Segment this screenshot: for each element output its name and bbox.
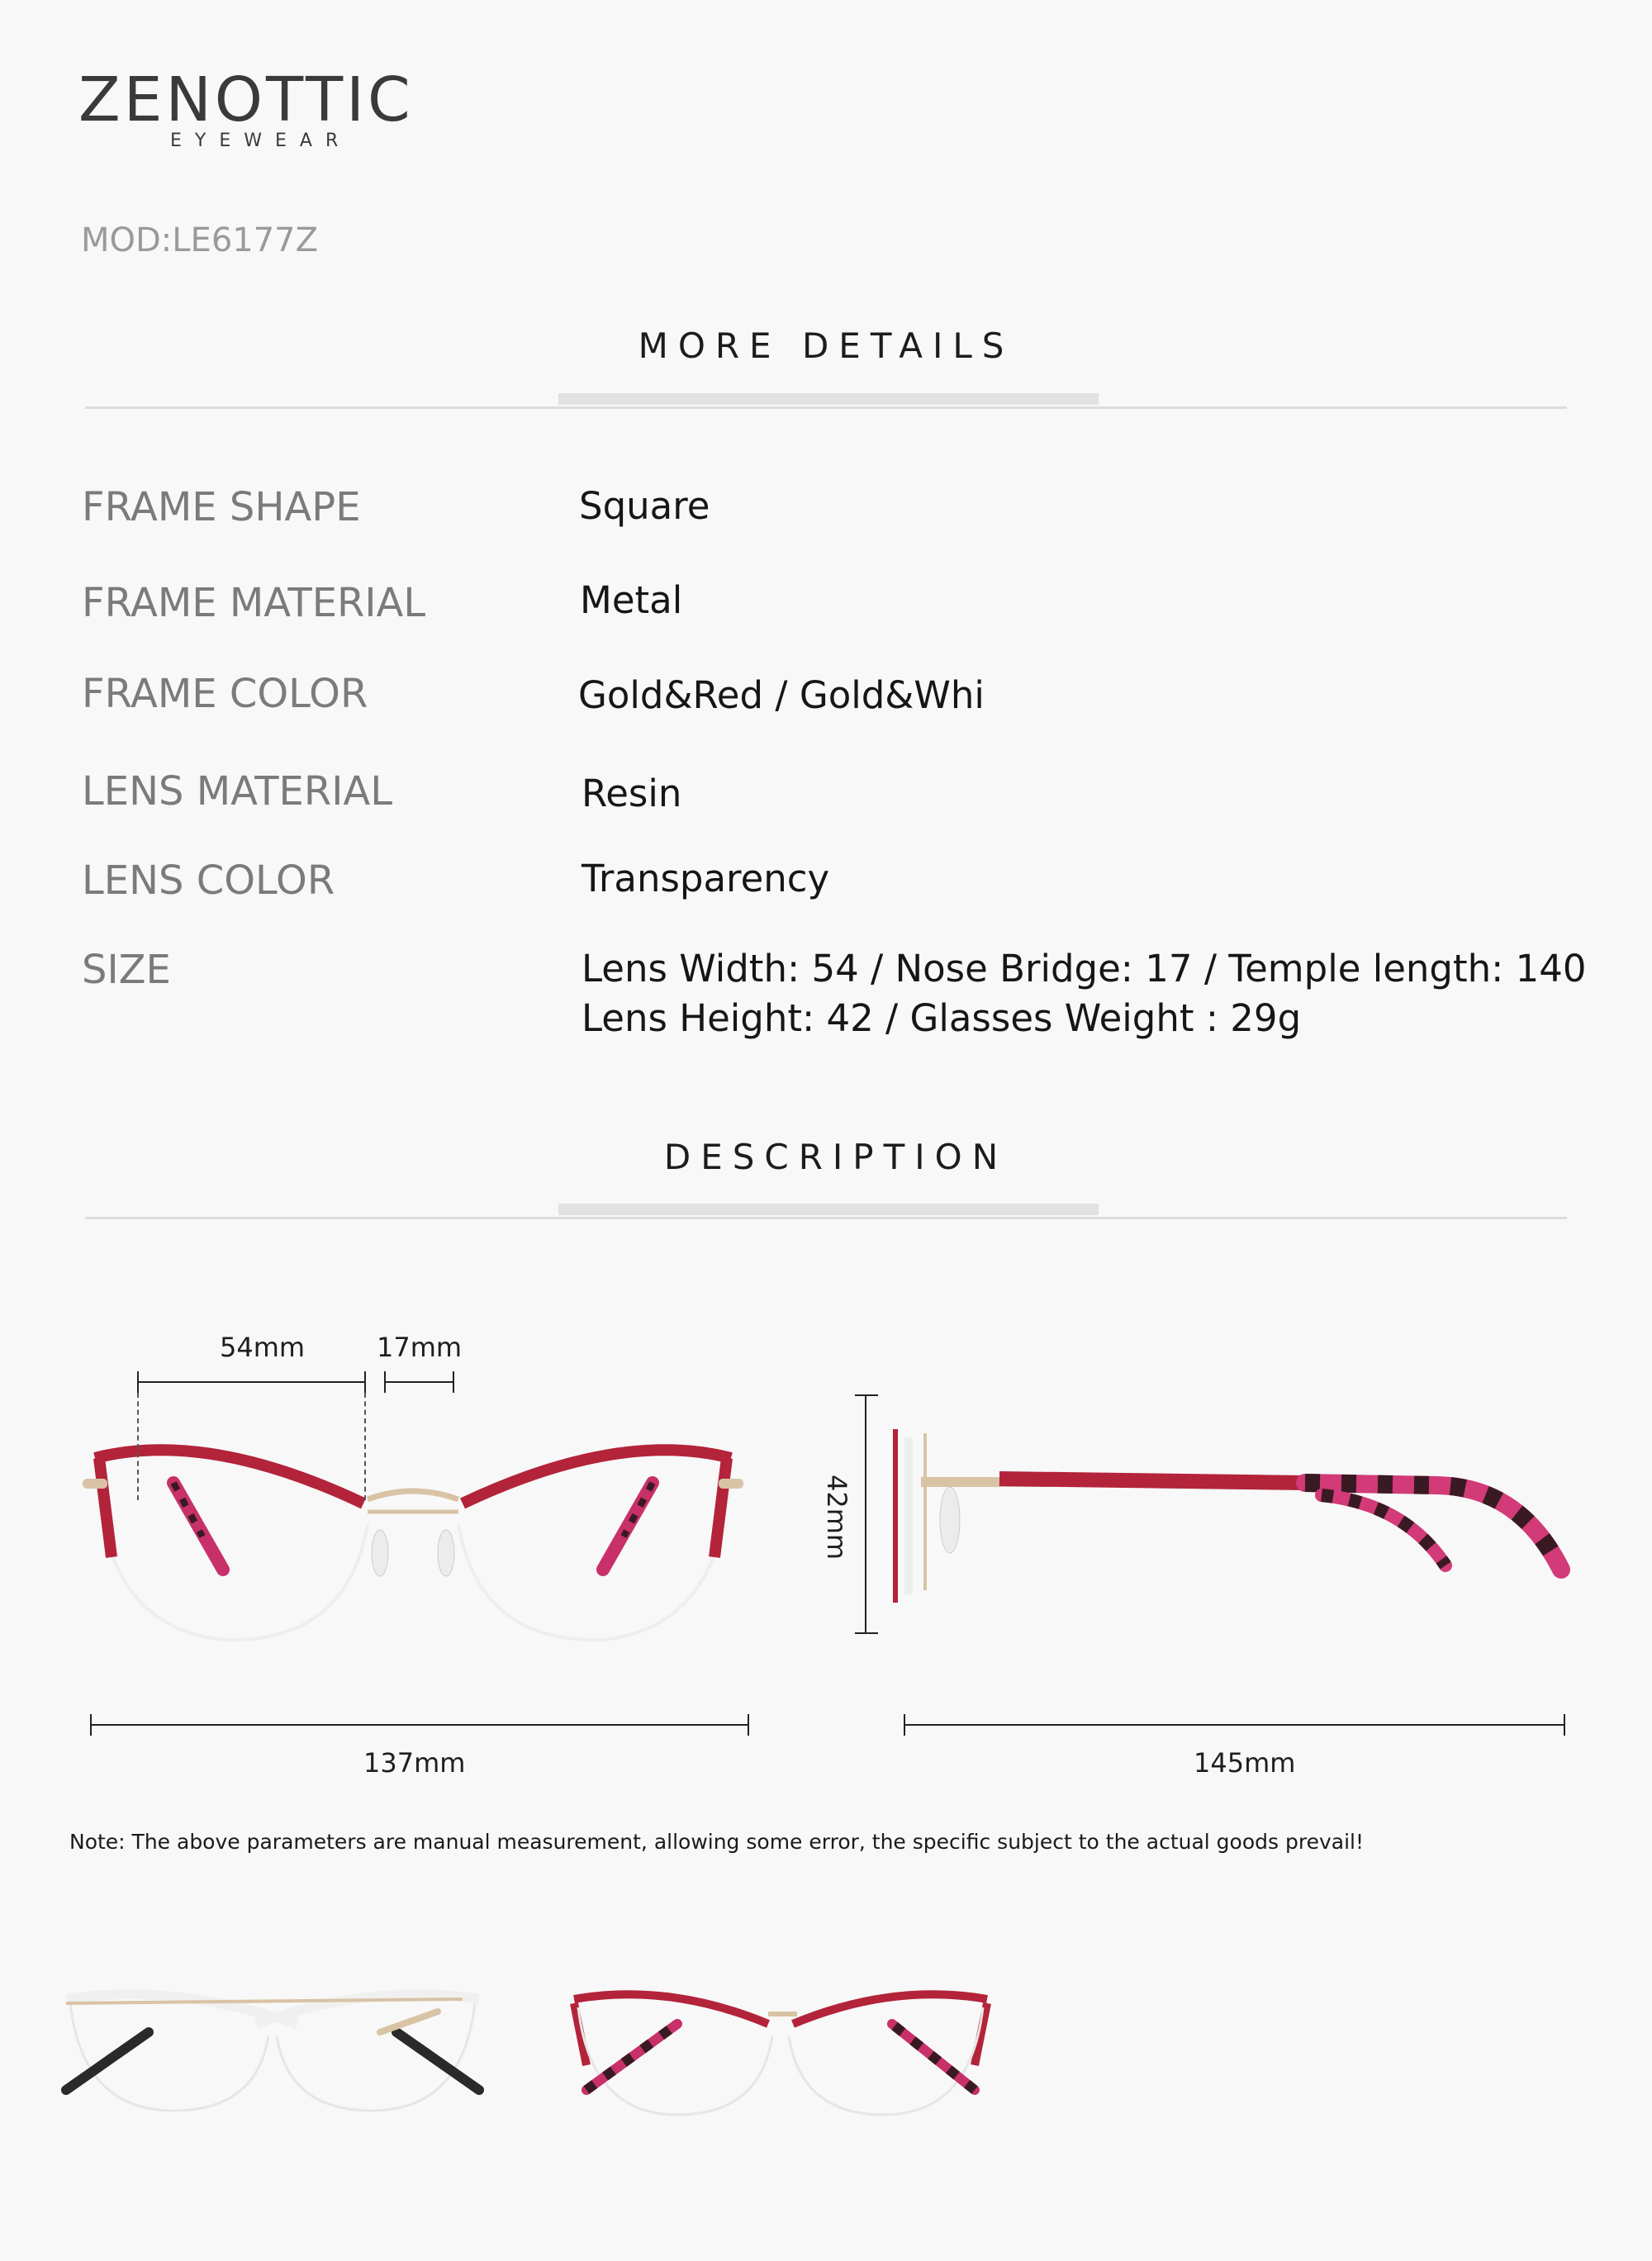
dim-tick: [364, 1371, 366, 1393]
dim-label-bridge: 17mm: [377, 1332, 463, 1363]
brand-logo: ZENOTTIC: [78, 64, 414, 135]
dim-tick: [904, 1714, 905, 1736]
section-divider-accent: [558, 1204, 1099, 1215]
detail-value-size-line2: Lens Height: 42 / Glasses Weight : 29g: [582, 996, 1302, 1040]
detail-label-frame-shape: FRAME SHAPE: [82, 484, 361, 530]
detail-value-size-line1: Lens Width: 54 / Nose Bridge: 17 / Temple length: 140: [582, 947, 1587, 990]
section-divider: [85, 406, 1567, 409]
glasses-side-view: [876, 1404, 1586, 1652]
dim-tick: [1564, 1714, 1565, 1736]
dim-label-temple-length: 145mm: [1194, 1747, 1296, 1779]
detail-value-lens-material: Resin: [582, 772, 682, 815]
model-number: MOD:LE6177Z: [81, 221, 319, 259]
dim-label-frame-width: 137mm: [363, 1747, 466, 1779]
glasses-variant-gold-red: [562, 1974, 999, 2140]
dim-tick: [748, 1714, 749, 1736]
detail-label-lens-material: LENS MATERIAL: [82, 768, 392, 815]
dim-line-lens-height: [865, 1394, 866, 1634]
dim-line-frame-width: [90, 1724, 749, 1726]
detail-label-frame-color: FRAME COLOR: [82, 671, 368, 717]
detail-value-frame-color: Gold&Red / Gold&Whi: [578, 673, 985, 717]
section-divider-accent: [558, 393, 1099, 405]
detail-value-frame-material: Metal: [580, 578, 683, 622]
dim-line-bridge: [384, 1381, 454, 1383]
detail-label-lens-color: LENS COLOR: [82, 857, 335, 904]
dim-label-lens-width: 54mm: [220, 1332, 306, 1363]
section-title-more-details: MORE DETAILS: [638, 325, 1014, 366]
glasses-front-view: [0, 1322, 826, 1702]
detail-label-frame-material: FRAME MATERIAL: [82, 580, 426, 626]
dim-guide: [137, 1393, 139, 1500]
dim-guide: [364, 1393, 366, 1500]
dim-label-lens-height: 42mm: [821, 1475, 852, 1560]
dim-tick: [90, 1714, 92, 1736]
section-title-description: DESCRIPTION: [663, 1137, 1009, 1177]
detail-label-size: SIZE: [82, 947, 171, 993]
detail-value-lens-color: Transparency: [582, 857, 830, 900]
dim-tick: [855, 1394, 878, 1396]
dim-tick: [384, 1371, 386, 1393]
dim-tick: [855, 1632, 878, 1634]
detail-value-frame-shape: Square: [579, 484, 710, 528]
dim-tick: [137, 1371, 139, 1393]
brand-tagline: EYEWEAR: [170, 131, 352, 151]
section-divider: [85, 1217, 1567, 1219]
dim-tick: [453, 1371, 454, 1393]
dim-line-lens-width: [137, 1381, 366, 1383]
glasses-variant-gold-white: [50, 1966, 496, 2131]
measurement-note: Note: The above parameters are manual measurement, allowing some error, the specific subject to the actual goods prevail!: [69, 1830, 1364, 1854]
dim-line-temple-length: [904, 1724, 1565, 1726]
